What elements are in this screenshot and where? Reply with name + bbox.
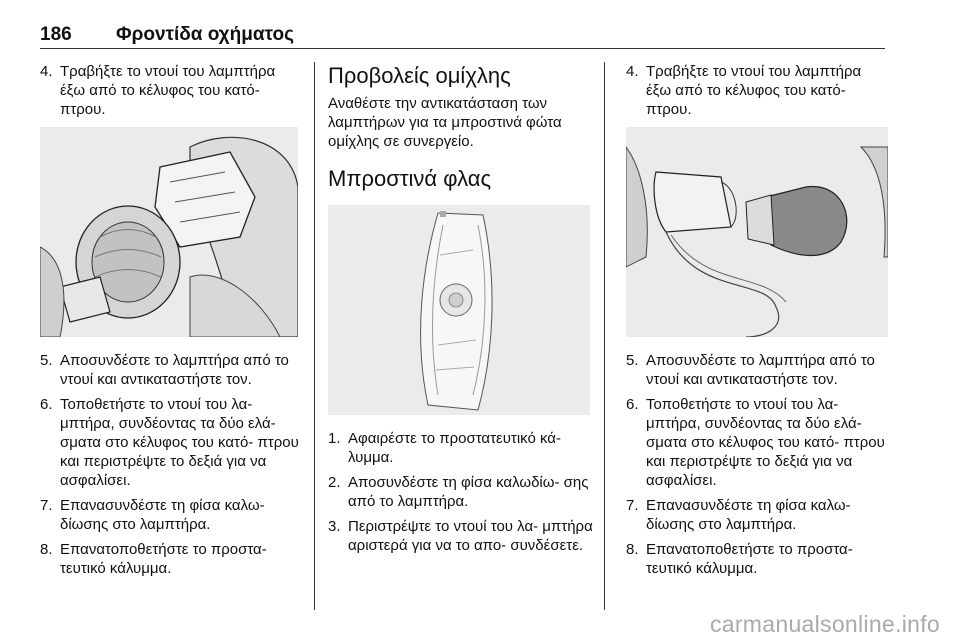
page-title: Φροντίδα οχήματος bbox=[116, 24, 294, 45]
section-title-fog-lights: Προβολείς ομίχλης bbox=[328, 63, 511, 88]
step-number: 5. bbox=[626, 352, 639, 369]
step-4 bbox=[626, 62, 888, 119]
step-7 bbox=[626, 496, 888, 534]
step-list bbox=[40, 351, 300, 578]
step-text: Επανατοποθετήστε το προστα‐ τευτικό κάλυμμα. bbox=[60, 541, 267, 577]
step-number: 7. bbox=[40, 497, 53, 514]
step-6 bbox=[40, 395, 300, 490]
step-4 bbox=[40, 62, 300, 119]
step-number: 7. bbox=[626, 497, 639, 514]
wedge-bulb-illustration bbox=[626, 127, 888, 337]
step-list bbox=[328, 429, 593, 555]
column-divider bbox=[314, 62, 315, 610]
step-text: Περιστρέψτε το ντουί του λα‐ μπτήρα αριστερά για να το απο‐ συνδέσετε. bbox=[348, 518, 593, 554]
step-text: Αποσυνδέστε τη φίσα καλωδίω‐ σης από το λαμπτήρα. bbox=[348, 474, 589, 510]
page-number: 186 bbox=[40, 24, 72, 45]
indicator-illustration bbox=[328, 205, 590, 415]
step-5 bbox=[626, 351, 888, 389]
column-2 bbox=[328, 62, 593, 561]
section-text: Αναθέστε την αντικατάσταση των λαμπτήρων για τα μπροστινά φώτα ομίχλης σε συνεργείο. bbox=[328, 95, 562, 150]
step-1 bbox=[328, 429, 593, 467]
step-number: 4. bbox=[40, 63, 53, 80]
column-3 bbox=[626, 62, 888, 584]
step-text: Τοποθετήστε το ντουί του λα‐ μπτήρα, συνδέοντας τα δύο ελά‐ σματα στο κέλυφος του κατό‐ πτρου και περιστρέψτε το δεξιά για να ασφαλίσει. bbox=[60, 396, 299, 489]
step-8 bbox=[626, 540, 888, 578]
step-2 bbox=[328, 473, 593, 511]
step-number: 6. bbox=[626, 396, 639, 413]
subsection-title-front-indicators: Μπροστινά φλας bbox=[328, 166, 492, 191]
step-number: 4. bbox=[626, 63, 639, 80]
page-header bbox=[40, 18, 885, 52]
step-8 bbox=[40, 540, 300, 578]
step-list bbox=[626, 351, 888, 578]
step-text: Επανασυνδέστε τη φίσα καλω‐ δίωσης στο λαμπτήρα. bbox=[646, 497, 851, 533]
step-text: Αποσυνδέστε το λαμπτήρα από το ντουί και αντικαταστήστε τον. bbox=[646, 352, 875, 388]
step-6 bbox=[626, 395, 888, 490]
step-number: 6. bbox=[40, 396, 53, 413]
step-number: 8. bbox=[40, 541, 53, 558]
step-3 bbox=[328, 517, 593, 555]
step-text: Αποσυνδέστε το λαμπτήρα από το ντουί και αντικαταστήστε τον. bbox=[60, 352, 289, 388]
step-text: Επανατοποθετήστε το προστα‐ τευτικό κάλυμμα. bbox=[646, 541, 853, 577]
header-rule bbox=[40, 48, 885, 49]
column-divider bbox=[604, 62, 605, 610]
figure-mirror-bulb-h7 bbox=[40, 127, 298, 337]
bulb-illustration bbox=[40, 127, 298, 337]
step-7 bbox=[40, 496, 300, 534]
step-5 bbox=[40, 351, 300, 389]
step-text: Τραβήξτε το ντουί του λαμπτήρα έξω από το κέλυφος του κατό‐ πτρου. bbox=[60, 63, 276, 118]
column-1 bbox=[40, 62, 300, 584]
step-text: Επανασυνδέστε τη φίσα καλω‐ δίωσης στο λαμπτήρα. bbox=[60, 497, 265, 533]
watermark[interactable]: carmanualsonline.info bbox=[709, 611, 940, 637]
step-number: 2. bbox=[328, 474, 341, 491]
figure-mirror-bulb-wedge bbox=[626, 127, 888, 337]
figure-indicator-housing bbox=[328, 205, 590, 415]
step-number: 8. bbox=[626, 541, 639, 558]
step-number: 5. bbox=[40, 352, 53, 369]
step-number: 3. bbox=[328, 518, 341, 535]
step-number: 1. bbox=[328, 430, 341, 447]
step-text: Αφαιρέστε το προστατευτικό κά‐ λυμμα. bbox=[348, 430, 561, 466]
step-text: Τοποθετήστε το ντουί του λα‐ μπτήρα, συνδέοντας τα δύο ελά‐ σματα στο κέλυφος του κατό‐ πτρου και περιστρέψτε το δεξιά για να ασφαλίσει. bbox=[646, 396, 885, 489]
step-text: Τραβήξτε το ντουί του λαμπτήρα έξω από το κέλυφος του κατό‐ πτρου. bbox=[646, 63, 862, 118]
